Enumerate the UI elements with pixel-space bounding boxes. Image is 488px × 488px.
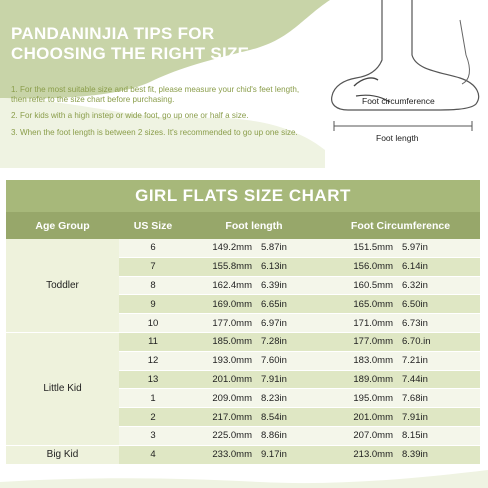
foot-circumference-cell [321, 239, 480, 257]
foot-circumference-cell [321, 408, 480, 426]
foot-circumference-cell-inches: 8.39in [402, 449, 428, 461]
table-row [119, 277, 480, 296]
foot-circumference-cell-mm: 165.0mm [353, 298, 393, 310]
size-rows [119, 239, 480, 465]
foot-length-cell-inches: 7.60in [261, 355, 287, 367]
age-group-column [6, 239, 119, 465]
foot-length-cell-mm: 233.0mm [212, 449, 252, 461]
foot-length-cell [187, 427, 321, 445]
foot-length-cell-mm: 155.8mm [212, 261, 252, 273]
us-size-cell: 3 [150, 430, 156, 442]
table-row [119, 314, 480, 333]
table-row [119, 258, 480, 277]
foot-length-cell-inches: 8.54in [261, 411, 287, 423]
size-chart-table [6, 180, 480, 461]
us-size-cell: 8 [150, 279, 156, 291]
title-line-1: PANDANINJIA TIPS FOR [11, 24, 215, 43]
table-header-row [6, 212, 480, 239]
foot-circumference-cell-mm: 160.5mm [353, 279, 393, 291]
foot-circumference-cell-inches: 7.44in [402, 373, 428, 385]
foot-circumference-cell-inches: 6.32in [402, 279, 428, 291]
header-us-size: US Size [133, 219, 173, 232]
page-title [11, 24, 249, 64]
title-line-2: CHOOSING THE RIGHT SIZE [11, 44, 250, 63]
foot-length-cell-inches: 7.91in [261, 373, 287, 385]
foot-length-cell [187, 371, 321, 389]
foot-length-cell [187, 389, 321, 407]
foot-length-cell-mm: 209.0mm [212, 392, 252, 404]
foot-circumference-cell [321, 258, 480, 276]
foot-circumference-cell-mm: 201.0mm [353, 411, 393, 423]
foot-circumference-cell-mm: 207.0mm [353, 430, 393, 442]
foot-circumference-cell [321, 314, 480, 332]
foot-length-cell-mm: 169.0mm [212, 298, 252, 310]
table-title-banner [6, 180, 480, 212]
foot-circumference-cell [321, 333, 480, 351]
us-size-cell: 2 [150, 411, 156, 423]
foot-length-cell [187, 333, 321, 351]
table-row [119, 295, 480, 314]
age-group-cell: Big Kid [6, 446, 119, 465]
foot-length-label: Foot length [376, 133, 419, 143]
header-age-group: Age Group [35, 219, 90, 232]
foot-length-cell-inches: 6.13in [261, 261, 287, 273]
us-size-cell: 13 [147, 373, 159, 385]
header-foot-circumference: Foot Circumference [350, 219, 451, 232]
foot-length-cell-mm: 201.0mm [212, 373, 252, 385]
foot-circumference-cell [321, 295, 480, 313]
foot-circumference-cell-mm: 189.0mm [353, 373, 393, 385]
foot-length-cell-mm: 193.0mm [212, 355, 252, 367]
foot-length-cell-inches: 6.39in [261, 279, 287, 291]
foot-circumference-cell-mm: 213.0mm [353, 449, 393, 461]
us-size-cell: 4 [150, 449, 156, 461]
foot-length-cell-inches: 8.86in [261, 430, 287, 442]
foot-circumference-cell-mm: 151.5mm [353, 242, 393, 254]
foot-circumference-cell [321, 371, 480, 389]
foot-length-cell [187, 239, 321, 257]
foot-length-cell [187, 258, 321, 276]
foot-circumference-label: Foot circumference [362, 96, 435, 106]
tip-2: 2. For kids with a high instep or wide foot, go up one or half a size. [11, 111, 249, 121]
foot-length-cell-mm: 162.4mm [212, 279, 252, 291]
us-size-cell: 11 [148, 336, 158, 348]
foot-length-cell-inches: 5.87in [261, 242, 287, 254]
foot-length-cell-mm: 185.0mm [212, 336, 252, 348]
foot-circumference-cell-inches: 7.68in [402, 392, 428, 404]
tip-3: 3. When the foot length is between 2 sizes. It's recommended to go up one size. [11, 127, 298, 137]
foot-circumference-cell-mm: 171.0mm [353, 317, 393, 329]
foot-circumference-cell-inches: 6.70.in [402, 336, 431, 348]
table-row [119, 333, 480, 352]
foot-length-cell [187, 408, 321, 426]
foot-circumference-cell-mm: 177.0mm [353, 336, 393, 348]
us-size-cell: 7 [150, 261, 156, 273]
foot-length-cell-mm: 149.2mm [212, 242, 252, 254]
foot-length-cell-inches: 9.17in [261, 449, 287, 461]
us-size-cell: 9 [150, 298, 156, 310]
foot-length-cell-mm: 225.0mm [212, 430, 252, 442]
foot-circumference-cell-inches: 7.91in [402, 411, 428, 423]
age-group-cell: Toddler [6, 239, 119, 333]
table-row [119, 427, 480, 446]
foot-length-cell [187, 314, 321, 332]
foot-length-cell [187, 352, 321, 370]
foot-length-cell-mm: 177.0mm [212, 317, 252, 329]
foot-length-cell-mm: 217.0mm [212, 411, 252, 423]
foot-circumference-cell-inches: 6.50in [402, 298, 428, 310]
us-size-cell: 6 [150, 242, 156, 254]
us-size-cell: 1 [150, 392, 156, 404]
foot-circumference-cell-inches: 6.73in [402, 317, 428, 329]
foot-circumference-cell-mm: 195.0mm [353, 392, 393, 404]
header-foot-length: Foot length [225, 219, 283, 232]
foot-measurement-illustration [320, 0, 488, 170]
us-size-cell: 10 [147, 317, 159, 329]
foot-length-cell-inches: 7.28in [261, 336, 287, 348]
foot-circumference-cell [321, 427, 480, 445]
foot-circumference-cell-inches: 5.97in [402, 242, 428, 254]
table-row [119, 408, 480, 427]
foot-length-cell [187, 277, 321, 295]
foot-length-cell-inches: 8.23in [261, 392, 287, 404]
foot-circumference-cell-inches: 8.15in [402, 430, 428, 442]
foot-circumference-cell-mm: 183.0mm [353, 355, 393, 367]
foot-length-cell-inches: 6.65in [261, 298, 287, 310]
foot-length-cell [187, 295, 321, 313]
table-row [119, 352, 480, 371]
table-row [119, 389, 480, 408]
table-title: GIRL FLATS SIZE CHART [135, 186, 351, 205]
tips-list [11, 85, 316, 144]
foot-circumference-cell [321, 389, 480, 407]
foot-circumference-cell [321, 277, 480, 295]
footer-wave-shape [0, 448, 488, 488]
foot-circumference-cell [321, 352, 480, 370]
table-row [119, 371, 480, 390]
table-row [119, 239, 480, 258]
us-size-cell: 12 [147, 355, 159, 367]
table-body [6, 239, 480, 465]
age-group-cell: Little Kid [6, 333, 119, 446]
foot-circumference-cell-inches: 7.21in [402, 355, 428, 367]
tip-1: 1. For the most suitable size and best fit, please measure your chid's feet length, then refer to the size chart before purchasing. [11, 85, 300, 104]
foot-length-cell-inches: 6.97in [261, 317, 287, 329]
foot-circumference-cell-mm: 156.0mm [353, 261, 393, 273]
foot-circumference-cell-inches: 6.14in [402, 261, 428, 273]
